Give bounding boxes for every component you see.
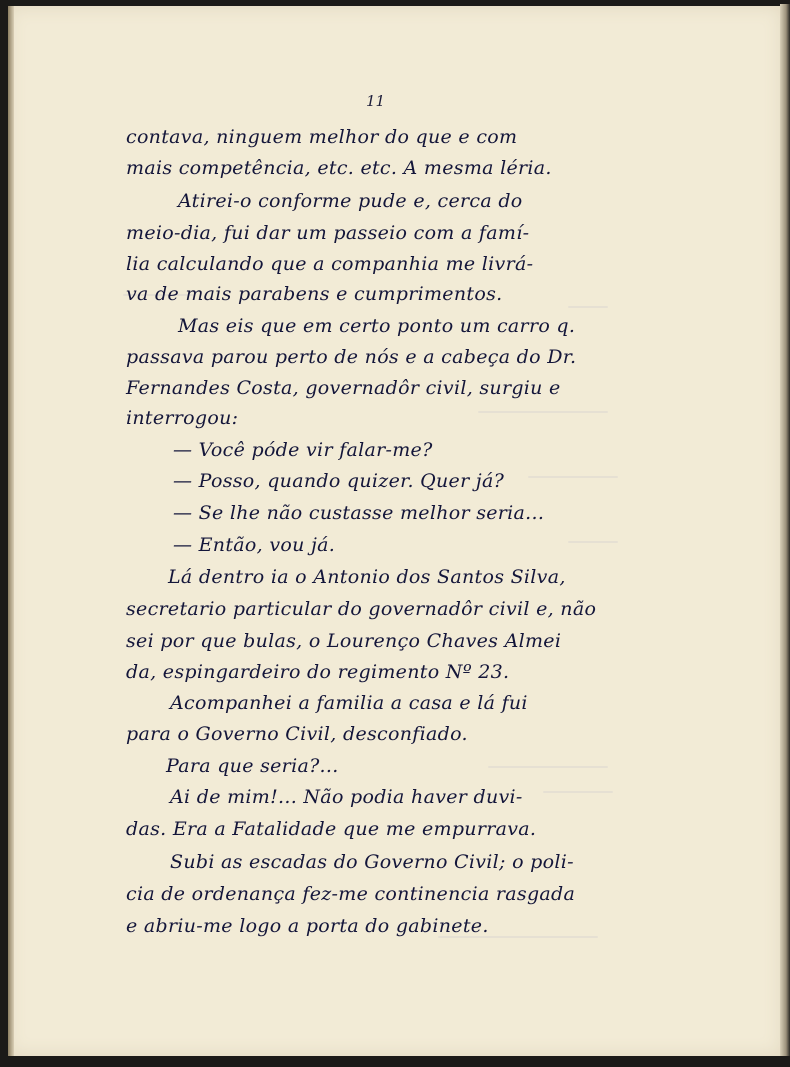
page-edge-bottom bbox=[0, 1056, 790, 1067]
text-line: secretario particular do governadôr civil e, não bbox=[126, 598, 597, 620]
page-number: 11 bbox=[366, 92, 386, 110]
text-line: sei por que bulas, o Lourenço Chaves Almei bbox=[126, 630, 562, 652]
text-line: passava parou perto de nós e a cabeça do Dr. bbox=[126, 346, 577, 368]
page-edge-right bbox=[780, 4, 790, 1067]
text-line: va de mais parabens e cumprimentos. bbox=[126, 283, 503, 305]
text-line: Mas eis que em certo ponto um carro q. bbox=[178, 315, 576, 337]
binding-edge bbox=[8, 6, 14, 1056]
dialogue-line: — Se lhe não custasse melhor seria... bbox=[173, 502, 545, 524]
text-line: da, espingardeiro do regimento Nº 23. bbox=[126, 661, 510, 683]
text-line: meio-dia, fui dar um passeio com a famí- bbox=[126, 222, 530, 244]
text-line: mais competência, etc. etc. A mesma léria. bbox=[126, 157, 552, 179]
text-line: e abriu-me logo a porta do gabinete. bbox=[126, 915, 489, 937]
text-line: contava, ninguem melhor do que e com bbox=[126, 126, 518, 148]
text-line: Ai de mim!... Não podia haver duvi- bbox=[170, 786, 523, 808]
dialogue-line: — Então, vou já. bbox=[173, 534, 336, 556]
text-line: Para que seria?... bbox=[166, 755, 339, 777]
text-line: cia de ordenança fez-me continencia rasgada bbox=[126, 883, 576, 905]
text-line: Fernandes Costa, governadôr civil, surgiu e bbox=[126, 377, 561, 399]
text-line: lia calculando que a companhia me livrá- bbox=[126, 253, 534, 275]
text-line: interrogou: bbox=[126, 407, 239, 429]
text-line: Atirei-o conforme pude e, cerca do bbox=[178, 190, 523, 212]
text-line: das. Era a Fatalidade que me empurrava. bbox=[126, 818, 537, 840]
text-line: para o Governo Civil, desconfiado. bbox=[126, 723, 468, 745]
text-line: Subi as escadas do Governo Civil; o poli- bbox=[170, 851, 574, 873]
text-line: Lá dentro ia o Antonio dos Santos Silva, bbox=[168, 566, 566, 588]
dialogue-line: — Você póde vir falar-me? bbox=[173, 439, 433, 461]
text-line: Acompanhei a familia a casa e lá fui bbox=[170, 692, 528, 714]
dialogue-line: — Posso, quando quizer. Quer já? bbox=[173, 470, 505, 492]
manuscript-page bbox=[8, 6, 782, 1056]
